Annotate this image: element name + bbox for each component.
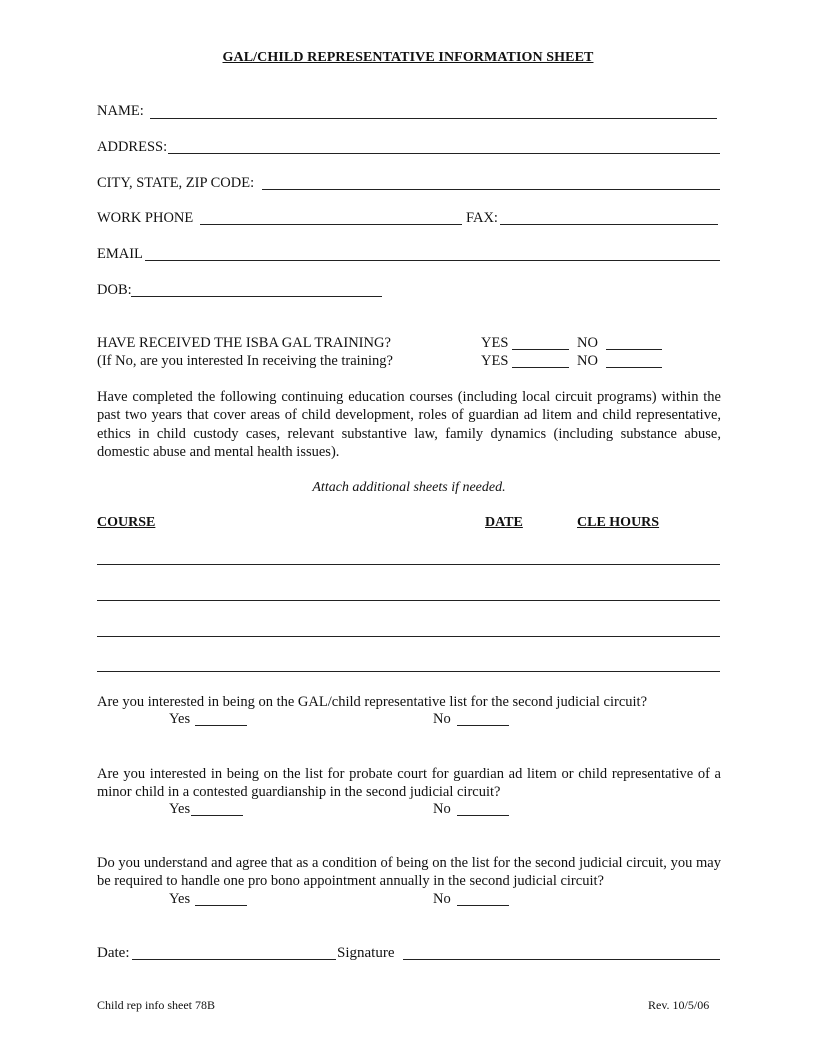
work-phone-label: WORK PHONE (97, 210, 194, 226)
training-question: HAVE RECEIVED THE ISBA GAL TRAINING? (97, 335, 391, 351)
question-2-yes-field[interactable] (191, 815, 243, 816)
training-yes-label: YES (481, 335, 509, 351)
dob-field[interactable] (131, 296, 382, 297)
city-state-zip-field[interactable] (262, 189, 720, 190)
courses-paragraph: Have completed the following continuing education courses (including local circuit programs) within the past two years that cover areas of child development, roles of guardian ad litem and child representative, ethics in child custody cases, relevant substantive law, family dynamics (including substance abuse, domestic abuse and mental health issues). (97, 389, 721, 460)
interest-yes-field[interactable] (512, 367, 569, 368)
date-field[interactable] (132, 959, 336, 960)
question-1-no-label: No (433, 711, 451, 727)
training-no-label: NO (577, 335, 598, 351)
cle-hours-header: CLE HOURS (577, 515, 660, 530)
question-1-yes-label: Yes (169, 711, 191, 727)
email-field[interactable] (145, 260, 720, 261)
course-row-2[interactable] (97, 600, 720, 601)
interest-question: (If No, are you interested In receiving the training? (97, 353, 393, 369)
training-yes-field[interactable] (512, 349, 569, 350)
question-3-yes-label: Yes (169, 891, 191, 907)
fax-label: FAX: (466, 210, 498, 226)
interest-no-field[interactable] (606, 367, 662, 368)
course-header: COURSE (97, 515, 156, 530)
footer-left: Child rep info sheet 78B (97, 998, 215, 1012)
name-field[interactable] (150, 118, 717, 119)
question-1-yes-field[interactable] (195, 725, 247, 726)
course-row-3[interactable] (97, 636, 720, 637)
question-2-text: Are you interested in being on the list for probate court for guardian ad litem or child representative of a minor child in a contested guardianship in the second judicial circuit? (97, 766, 721, 801)
city-state-zip-label: CITY, STATE, ZIP CODE: (97, 175, 255, 191)
training-no-field[interactable] (606, 349, 662, 350)
question-3-no-field[interactable] (457, 905, 509, 906)
email-label: EMAIL (97, 246, 143, 262)
interest-no-label: NO (577, 353, 598, 369)
question-3-yes-field[interactable] (195, 905, 247, 906)
dob-label: DOB: (97, 282, 132, 298)
interest-yes-label: YES (481, 353, 509, 369)
work-phone-field[interactable] (200, 224, 462, 225)
question-1-no-field[interactable] (457, 725, 509, 726)
fax-field[interactable] (500, 224, 718, 225)
course-row-4[interactable] (97, 671, 720, 672)
page-title: GAL/CHILD REPRESENTATIVE INFORMATION SHEET (222, 50, 594, 65)
question-3-text: Do you understand and agree that as a condition of being on the list for the second judicial circuit, you may be required to handle one pro bono appointment annually in the second judicial circuit? (97, 855, 721, 890)
attach-note: Attach additional sheets if needed. (312, 480, 506, 495)
date-header: DATE (485, 515, 523, 530)
question-2-yes-label: Yes (169, 801, 191, 817)
question-2-no-field[interactable] (457, 815, 509, 816)
footer-right: Rev. 10/5/06 (648, 998, 710, 1012)
date-label: Date: (97, 945, 130, 961)
signature-field[interactable] (403, 959, 720, 960)
name-label: NAME: (97, 103, 144, 119)
question-1-text: Are you interested in being on the GAL/child representative list for the second judicial circuit? (97, 694, 648, 710)
question-3-no-label: No (433, 891, 451, 907)
address-field[interactable] (168, 153, 720, 154)
signature-label: Signature (337, 945, 395, 961)
address-label: ADDRESS: (97, 139, 168, 155)
course-row-1[interactable] (97, 564, 720, 565)
question-2-no-label: No (433, 801, 451, 817)
